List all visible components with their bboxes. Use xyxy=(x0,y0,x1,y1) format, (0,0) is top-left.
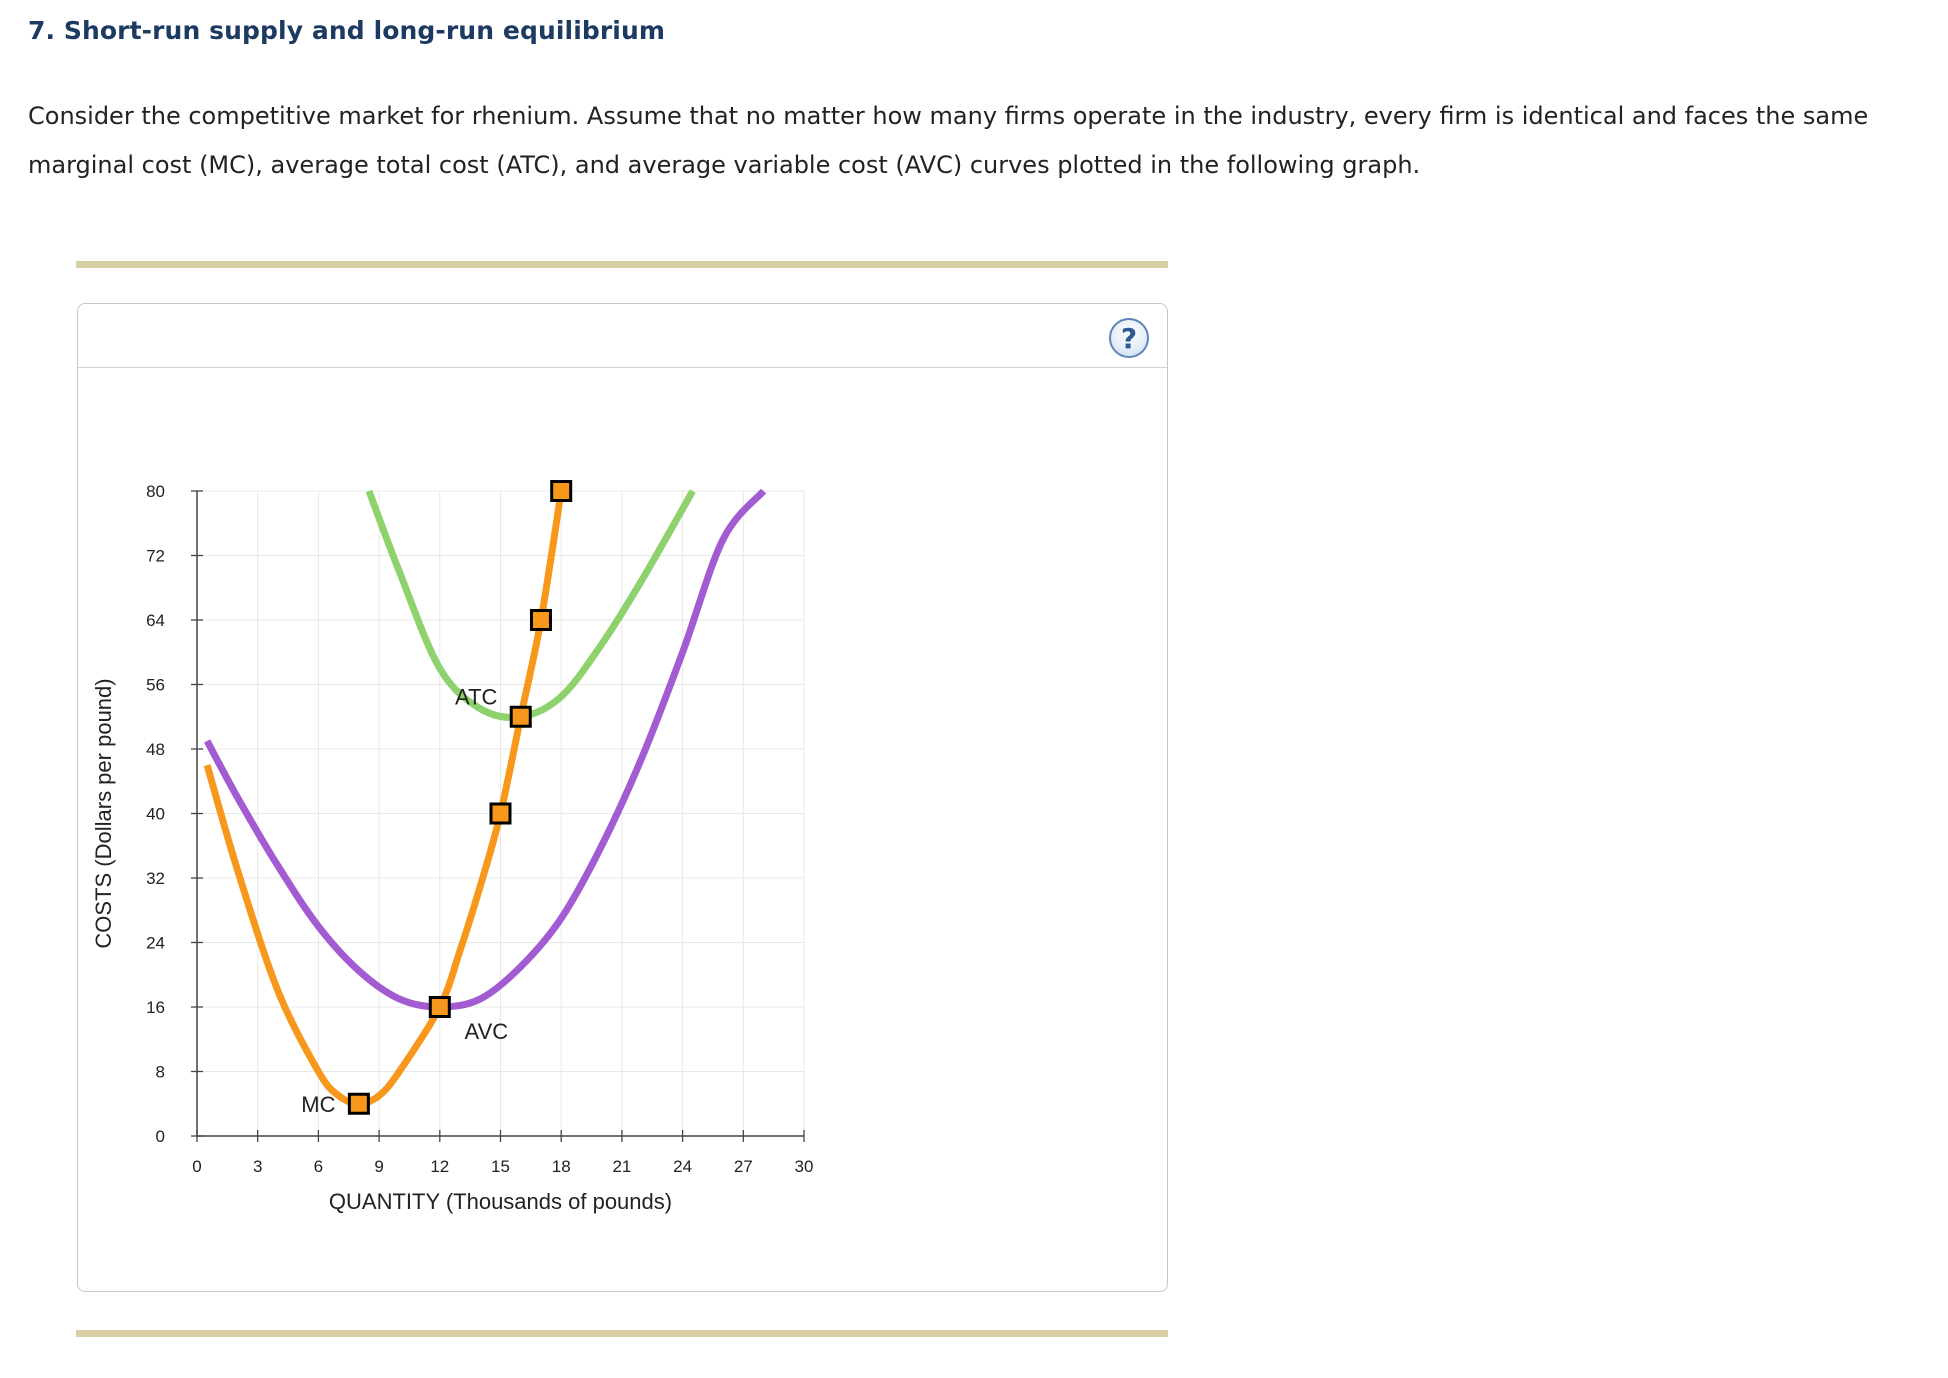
x-tick-label: 3 xyxy=(252,1157,263,1176)
x-tick-label: 6 xyxy=(313,1157,324,1176)
x-tick-label: 0 xyxy=(192,1157,202,1176)
y-tick-label: 40 xyxy=(146,804,165,824)
x-axis-title: QUANTITY (Thousands of pounds) xyxy=(328,1189,673,1214)
y-tick-label: 64 xyxy=(146,611,165,630)
y-tick-label: 16 xyxy=(146,998,165,1017)
x-tick-label: 12 xyxy=(430,1157,450,1176)
x-tick-label: 18 xyxy=(551,1157,571,1176)
question-intro: Consider the competitive market for rhenium. Assume that no matter how many firms operate in the industry, every firm is identical and faces the same marginal cost (MC), average total cost (ATC), and average variable cost (AVC) curves plotted in the following graph. xyxy=(28,102,1869,179)
curve-label-avc: AVC xyxy=(464,1019,509,1045)
y-tick-label: 8 xyxy=(155,1062,165,1082)
panel-header xyxy=(78,304,1167,368)
x-tick-label: 27 xyxy=(733,1157,753,1176)
question-title: 7. Short-run supply and long-run equilibrium xyxy=(28,16,666,45)
y-tick-label: 48 xyxy=(146,740,165,759)
y-tick-label: 72 xyxy=(146,546,165,566)
y-tick-label: 80 xyxy=(146,482,165,501)
x-tick-label: 21 xyxy=(612,1157,632,1176)
question-mark-icon: ? xyxy=(1120,321,1138,355)
x-tick-label: 9 xyxy=(374,1157,384,1176)
y-tick-label: 32 xyxy=(146,869,165,888)
curve-label-atc: ATC xyxy=(455,684,498,710)
y-tick-label: 24 xyxy=(146,933,165,953)
help-button[interactable] xyxy=(1109,318,1149,358)
y-axis-title: COSTS (Dollars per pound) xyxy=(91,678,116,949)
bottom-divider xyxy=(76,1330,1168,1337)
x-tick-label: 15 xyxy=(491,1157,510,1176)
y-tick-label: 56 xyxy=(146,675,165,695)
top-divider xyxy=(76,261,1168,268)
graph-panel xyxy=(77,303,1168,1292)
curve-label-mc: MC xyxy=(301,1091,336,1117)
x-tick-label: 24 xyxy=(673,1157,693,1176)
y-tick-label: 0 xyxy=(155,1127,165,1146)
x-tick-label: 30 xyxy=(794,1157,814,1176)
